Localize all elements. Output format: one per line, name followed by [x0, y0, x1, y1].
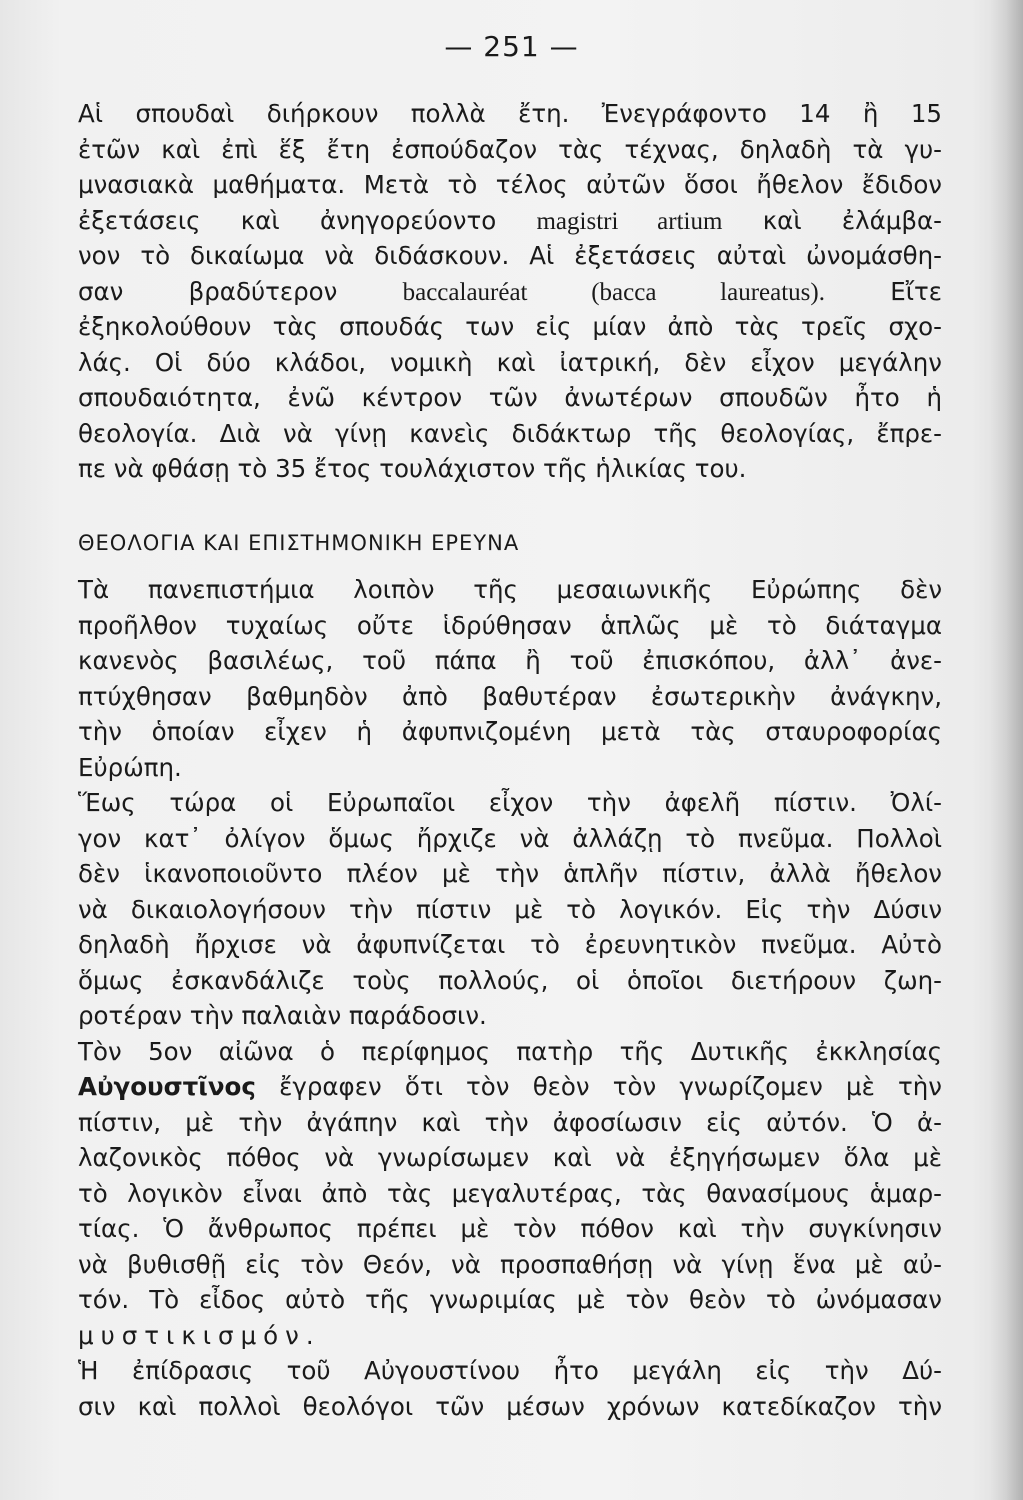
text-run: σαν βραδύτερον	[78, 276, 403, 306]
text-line: νὰ βυθισθῇ εἰς τὸν Θεόν, νὰ προσπαθήσῃ νὰ γίνῃ ἕνα μὲ αὐ-	[78, 1249, 942, 1279]
name-augustine: Αὐγουστῖνος	[78, 1072, 256, 1101]
text-run: καὶ ἐλάμβα-	[722, 205, 943, 235]
text-line: τὴν ὁποίαν εἶχεν ἡ ἀφυπνιζομένη μετὰ τὰς σταυροφορίας	[78, 717, 942, 746]
text-line: προῆλθον τυχαίως οὔτε ἱδρύθησαν ἁπλῶς μὲ τὸ διάταγμα	[78, 610, 942, 640]
text-line: πίστιν, μὲ τὴν ἀγάπην καὶ τὴν ἀφοσίωσιν εἰς αὐτόν. Ὁ ἀ-	[78, 1107, 942, 1137]
section-body	[78, 572, 942, 1424]
text-line: δὲν ἱκανοποιοῦντο πλέον μὲ τὴν ἁπλῆν πίστιν, ἀλλὰ ἤθελον	[78, 859, 942, 888]
paragraph-studies	[78, 96, 942, 487]
text-line: μνασιακὰ μαθήματα. Μετὰ τὸ τέλος αὐτῶν ὅσοι ἤθελον ἔδιδον	[78, 170, 942, 199]
text-line: ροτέραν τὴν παλαιὰν παράδοσιν.	[78, 1001, 487, 1030]
text-run: Εἴτε	[824, 276, 942, 306]
text-line: νὰ δικαιολογήσουν τὴν πίστιν μὲ τὸ λογικόν. Εἰς τὴν Δύσιν	[78, 894, 942, 924]
latin-term-baccalaureat: baccalauréat (bacca laureatus).	[402, 278, 825, 306]
text-line: Ἕως τώρα οἱ Εὐρωπαῖοι εἶχον τὴν ἀφελῆ πίστιν. Ὀλί-	[78, 788, 942, 817]
text-line: γον κατ᾽ ὀλίγον ὅμως ἤρχιζε νὰ ἀλλάζῃ τὸ πνεῦμα. Πολλοὶ	[78, 823, 942, 853]
text-line: λαζονικὸς πόθος νὰ γνωρίσωμεν καὶ νὰ ἐξηγήσωμεν ὅλα μὲ	[78, 1143, 942, 1172]
text-line: τὸ λογικὸν εἶναι ἀπὸ τὰς μεγαλυτέρας, τὰς θανασίμους ἁμαρ-	[78, 1178, 942, 1208]
text-line: τόν. Τὸ εἶδος αὐτὸ τῆς γνωριμίας μὲ τὸν θεὸν τὸ ὠνόμασαν	[78, 1285, 942, 1314]
text-line: Τὰ πανεπιστήμια λοιπὸν τῆς μεσαιωνικῆς Εὐρώπης δὲν	[78, 575, 942, 604]
term-mysticism: μυστικισμόν.	[78, 1320, 321, 1350]
page-number: — 251 —	[444, 30, 579, 63]
text-line: σιν καὶ πολλοὶ θεολόγοι τῶν μέσων χρόνων κατεδίκαζον τὴν	[78, 1391, 942, 1421]
text-line: λάς. Οἱ δύο κλάδοι, νομικὴ καὶ ἰατρική, δὲν εἶχον μεγάλην	[78, 347, 942, 377]
text-line: πε νὰ φθάσῃ τὸ 35 ἔτος τουλάχιστον τῆς ἡλικίας του.	[78, 454, 747, 483]
text-run: ἐξετάσεις καὶ ἀνηγορεύοντο	[78, 205, 537, 235]
text-line: σπουδαιότητα, ἐνῶ κέντρον τῶν ἀνωτέρων σπουδῶν ἦτο ἡ	[78, 383, 942, 412]
text-run: ἔγραφεν ὅτι τὸν θεὸν τὸν γνωρίζομεν μὲ τὴν	[255, 1072, 942, 1101]
section-heading: ΘΕΟΛΟΓΙΑ ΚΑΙ ΕΠΙΣΤΗΜΟΝΙΚΗ ΕΡΕΥΝΑ	[78, 531, 520, 555]
text-line: κανενὸς βασιλέως, τοῦ πάπα ἢ τοῦ ἐπισκόπου, ἀλλ᾽ ἀνε-	[78, 646, 942, 675]
text-line: Τὸν 5ον αἰῶνα ὁ περίφημος πατὴρ τῆς Δυτικῆς ἐκκλησίας	[78, 1036, 942, 1066]
text-line: Αἱ σπουδαὶ διήρκουν πολλὰ ἔτη. Ἐνεγράφοντο 14 ἢ 15	[78, 99, 942, 128]
text-line: θεολογία. Διὰ νὰ γίνῃ κανεὶς διδάκτωρ τῆς θεολογίας, ἔπρε-	[78, 418, 942, 448]
text-line: Εὐρώπη.	[78, 752, 182, 782]
text-line: ἐτῶν καὶ ἐπὶ ἕξ ἔτη ἐσπούδαζον τὰς τέχνας, δηλαδὴ τὰ γυ-	[78, 134, 942, 164]
latin-term-magistri: magistri artium	[536, 207, 723, 235]
page-fold-shadow	[989, 0, 1023, 1500]
text-line	[78, 203, 942, 239]
text-line	[78, 274, 942, 310]
text-line: ἐξηκολούθουν τὰς σπουδάς των εἰς μίαν ἀπὸ τὰς τρεῖς σχο-	[78, 312, 942, 341]
text-line: νον τὸ δικαίωμα νὰ διδάσκουν. Αἱ ἐξετάσεις αὐταὶ ὠνομάσθη-	[78, 241, 942, 270]
text-line: πτύχθησαν βαθμηδὸν ἀπὸ βαθυτέραν ἐσωτερικὴν ἀνάγκην,	[78, 681, 942, 711]
text-line: ὅμως ἐσκανδάλιζε τοὺς πολλούς, οἱ ὁποῖοι διετήρουν ζωη-	[78, 965, 942, 995]
text-line: Ἡ ἐπίδρασις τοῦ Αὐγουστίνου ἦτο μεγάλη εἰς τὴν Δύ-	[78, 1356, 942, 1385]
text-line: τίας. Ὁ ἄνθρωπος πρέπει μὲ τὸν πόθον καὶ τὴν συγκίνησιν	[78, 1214, 942, 1243]
text-line: δηλαδὴ ἤρχισε νὰ ἀφυπνίζεται τὸ ἐρευνητικὸν πνεῦμα. Αὐτὸ	[78, 930, 942, 959]
text-line	[78, 1069, 942, 1105]
